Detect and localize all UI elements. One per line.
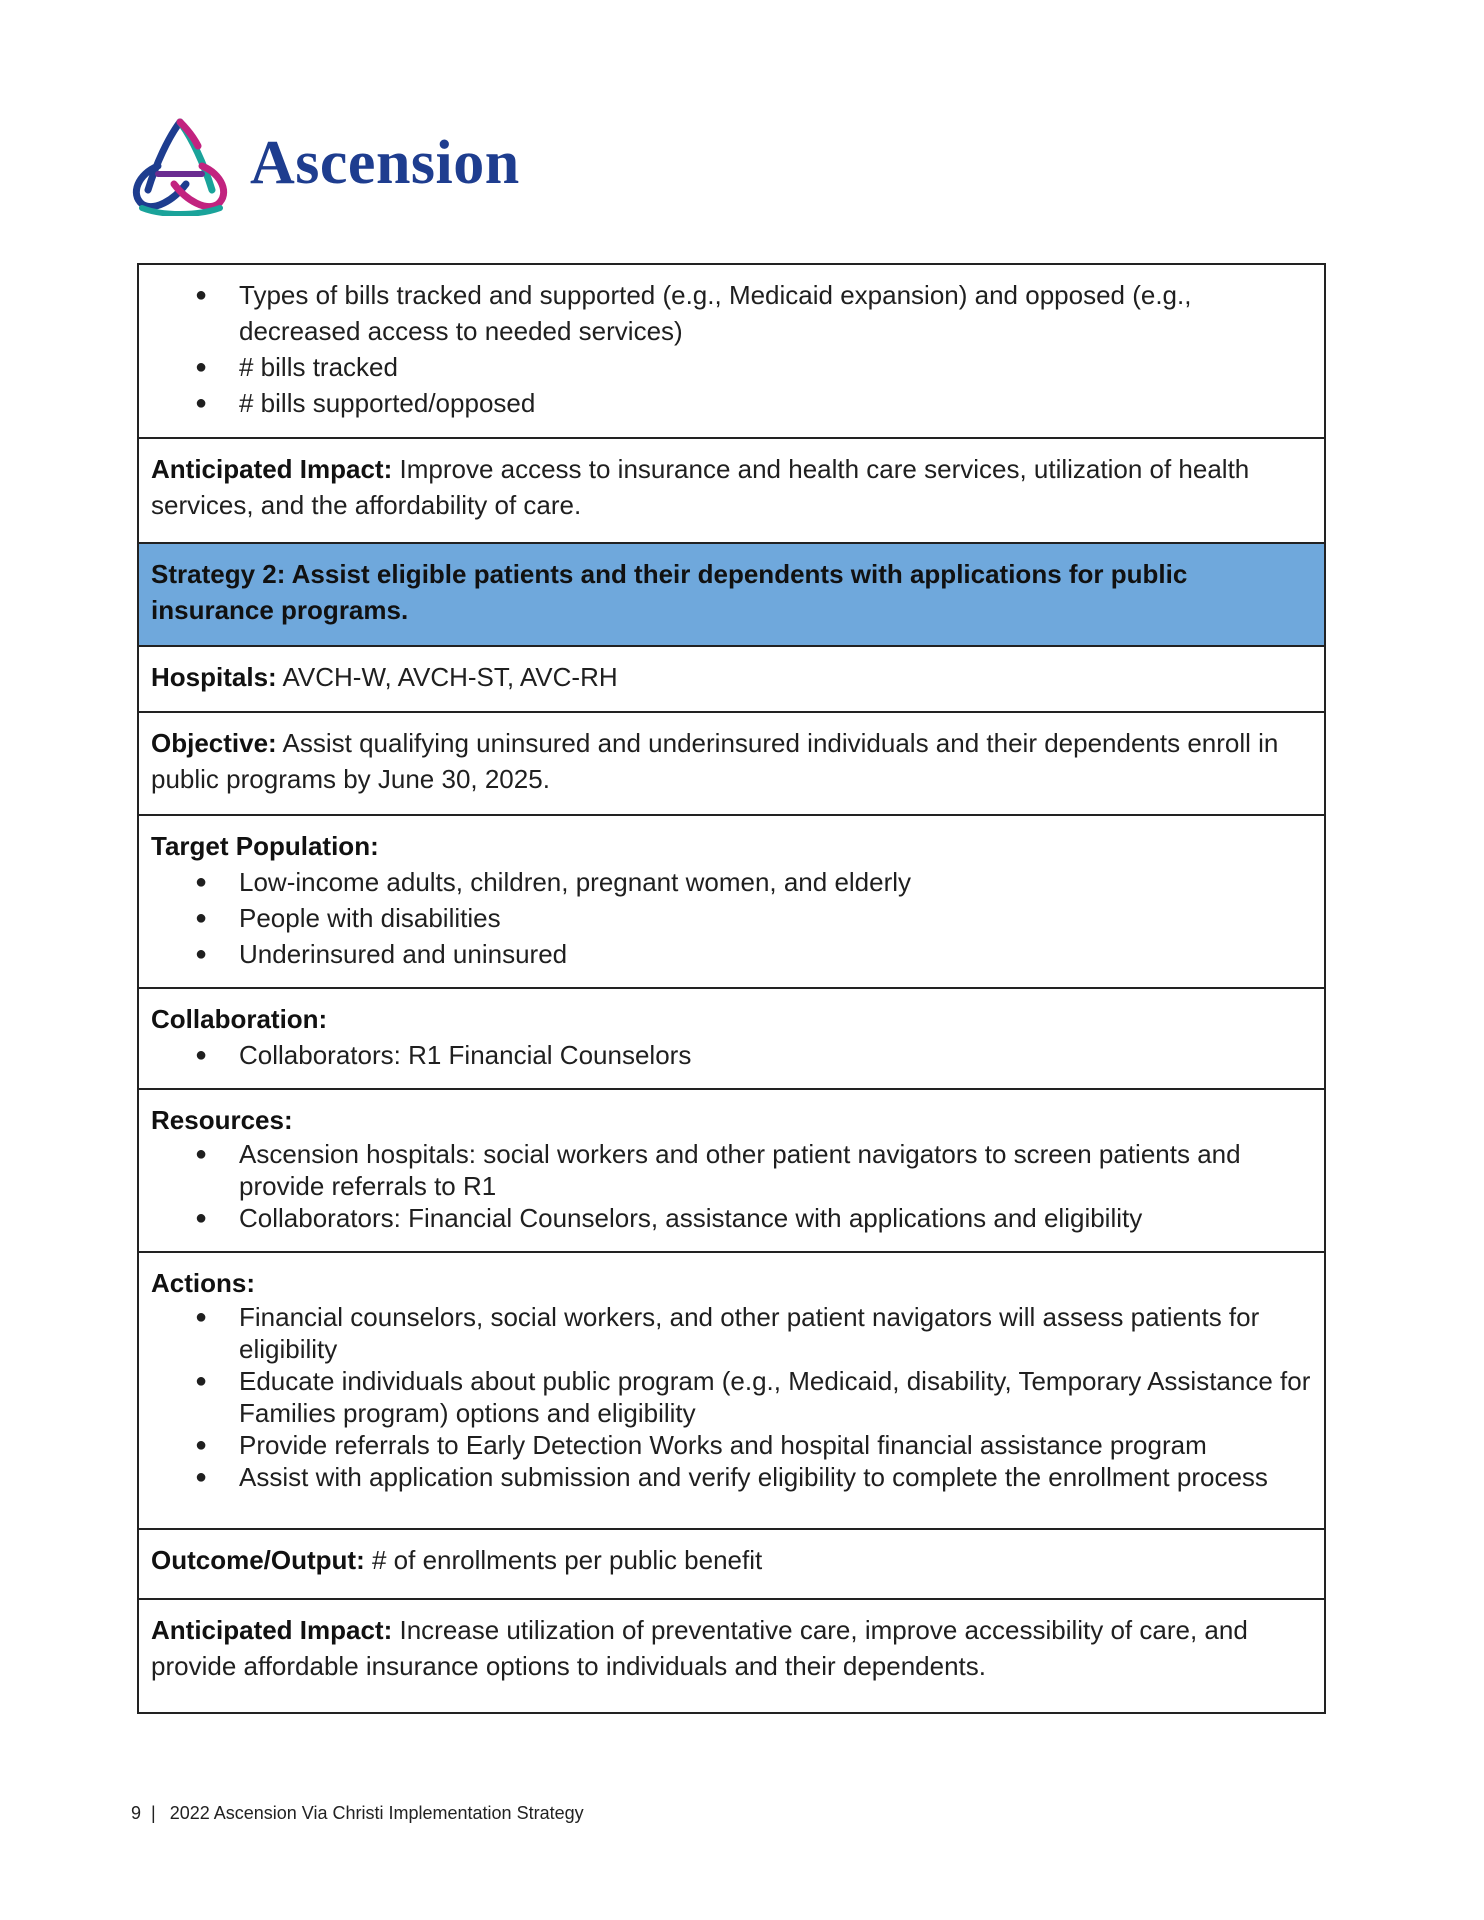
objective-row [139, 713, 1324, 816]
strategy-heading: Strategy 2: Assist eligible patients and their dependents with applications for public insurance programs. [151, 559, 1188, 625]
collaboration-row [139, 989, 1324, 1090]
hospitals-text: AVCH-W, AVCH-ST, AVC-RH [282, 662, 618, 692]
resources-label: Resources: [151, 1105, 293, 1135]
hospitals-row [139, 647, 1324, 713]
list-item: ● People with disabilities [151, 900, 1312, 936]
actions-row [139, 1253, 1324, 1530]
list-item: ● Educate individuals about public program (e.g., Medicaid, disability, Temporary Assistance for Families program) options and eligibility [151, 1365, 1312, 1429]
list-item: ● Underinsured and uninsured [151, 936, 1312, 972]
target-population-row [139, 816, 1324, 989]
list-item: ● Provide referrals to Early Detection Works and hospital financial assistance program [151, 1429, 1312, 1461]
collaboration-list [151, 1037, 1312, 1073]
page-number: 9 [131, 1803, 142, 1823]
list-item: ● Collaborators: Financial Counselors, assistance with applications and eligibility [151, 1202, 1312, 1234]
strategy-table [137, 263, 1326, 1714]
outcome-output-row [139, 1530, 1324, 1600]
list-item: ● Assist with application submission and verify eligibility to complete the enrollment process [151, 1461, 1312, 1493]
resources-row [139, 1090, 1324, 1253]
list-item: ● # bills supported/opposed [151, 385, 1312, 421]
ascension-logo-icon [128, 116, 232, 216]
continued-metrics-list [151, 277, 1312, 421]
list-item: ● Collaborators: R1 Financial Counselors [151, 1037, 1312, 1073]
footer-title: 2022 Ascension Via Christi Implementation Strategy [169, 1803, 584, 1823]
strategy-heading-row [139, 544, 1324, 647]
objective-label: Objective: [151, 728, 277, 758]
actions-label: Actions: [151, 1268, 255, 1298]
list-item: ● Ascension hospitals: social workers and other patient navigators to screen patients and provide referrals to R1 [151, 1138, 1312, 1202]
outcome-output-text: # of enrollments per public benefit [372, 1545, 763, 1575]
anticipated-impact-row [139, 439, 1324, 544]
ascension-wordmark: Ascension [250, 128, 520, 197]
ascension-logo [128, 116, 520, 216]
objective-text: Assist qualifying uninsured and underinsured individuals and their dependents enroll in public programs by June 30, 2025. [151, 728, 1279, 794]
list-item: ● # bills tracked [151, 349, 1312, 385]
outcome-output-label: Outcome/Output: [151, 1545, 365, 1575]
list-item: ● Financial counselors, social workers, and other patient navigators will assess patients for eligibility [151, 1301, 1312, 1365]
actions-list [151, 1301, 1312, 1493]
resources-list [151, 1138, 1312, 1234]
target-population-label: Target Population: [151, 831, 379, 861]
target-population-list [151, 864, 1312, 972]
list-item: ● Low-income adults, children, pregnant women, and elderly [151, 864, 1312, 900]
collaboration-label: Collaboration: [151, 1004, 328, 1034]
anticipated-impact-label: Anticipated Impact: [151, 1615, 393, 1645]
list-item: ● Types of bills tracked and supported (e.g., Medicaid expansion) and opposed (e.g., decreased access to needed services) [151, 277, 1312, 349]
page-footer [131, 1803, 584, 1824]
anticipated-impact-text: Improve access to insurance and health care services, utilization of health services, and the affordability of care. [151, 454, 1250, 520]
anticipated-impact-text: Increase utilization of preventative care, improve accessibility of care, and provide affordable insurance options to individuals and their dependents. [151, 1615, 1248, 1681]
hospitals-label: Hospitals: [151, 662, 277, 692]
continued-metrics-row [139, 265, 1324, 439]
anticipated-impact-row [139, 1600, 1324, 1712]
anticipated-impact-label: Anticipated Impact: [151, 454, 393, 484]
footer-separator: | [151, 1803, 156, 1823]
